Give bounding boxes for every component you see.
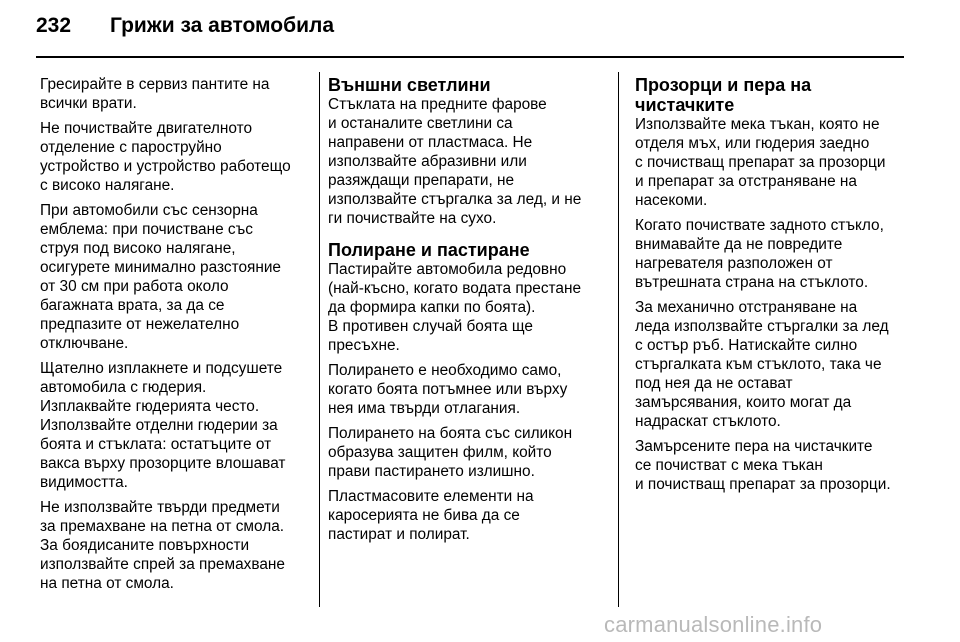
page-header bbox=[0, 0, 960, 60]
paragraph-sensor-emblem: При автомобили със сензорна емблема: при почистване със струя под високо налягане, осигурете минимално разстояние от 30 см при работа около багажната врата, за да се предпазите от нежелателно отключване. bbox=[40, 202, 281, 352]
paragraph-engine-compartment: Не почиствайте двигателното отделение с пароструйно устройство и устройство работещо с високо налягане. bbox=[40, 120, 291, 194]
column-2 bbox=[328, 75, 603, 550]
column-3 bbox=[635, 75, 910, 500]
column-1 bbox=[40, 75, 302, 599]
column-divider-2 bbox=[618, 72, 619, 607]
paragraph-ice-scraper: За механично отстраняване на леда използвайте стъргалки за лед с остър ръб. Натискайте силно стъргалката към стъклото, така че под нея да не остават замърсявания, които могат да надраскат стъклото. bbox=[635, 299, 889, 430]
paragraph-window-cloth: Използвайте мека тъкан, която не отделя мъх, или гюдерия заедно с почистващ препарат за прозорци и препарат за отстраняване на насекоми. bbox=[635, 116, 886, 209]
paragraph-wiper-blades: Замърсените пера на чистачките се почистват с мека тъкан и почистващ препарат за прозорци. bbox=[635, 438, 891, 493]
paragraph-rinse-and-dry: Щателно изплакнете и подсушете автомобила с гюдерия. Изплаквайте гюдерията често. Използвайте отделни гюдерии за боята и стъклата: остатъците от вакса върху прозорците влошават видимостта. bbox=[40, 360, 286, 491]
section-title: Грижи за автомобила bbox=[110, 14, 335, 37]
paragraph-door-hinges: Гресирайте в сервиз пантите на всички врати. bbox=[40, 76, 270, 112]
heading-polishing-waxing: Полиране и пастиране bbox=[328, 240, 530, 260]
paragraph-tar-spots: Не използвайте твърди предмети за премахване на петна от смола. За боядисаните повърхности използвайте спрей за премахване на петна от смола. bbox=[40, 499, 285, 592]
column-divider-1 bbox=[319, 72, 320, 607]
paragraph-plastic-parts: Пластмасовите елементи на каросерията не бива да се пастират и полират. bbox=[328, 488, 534, 543]
page-number: 232 bbox=[36, 14, 72, 37]
paragraph-exterior-lights: Стъклата на предните фарове и останалите светлини са направени от пластмаса. Не използвайте абразивни или разяждащи препарати, не използвайте стъргалка за лед, и не ги почиствайте на сухо. bbox=[328, 96, 582, 227]
paragraph-rear-window: Когато почиствате задното стъкло, внимавайте да не повредите нагревателя разположен от вътрешната страна на стъклото. bbox=[635, 217, 884, 291]
heading-exterior-lights: Външни светлини bbox=[328, 75, 491, 95]
watermark-text: carmanualsonline.info bbox=[604, 612, 823, 637]
paragraph-polishing-needed: Полирането е необходимо само, когато боята потъмнее или върху нея има твърди отлагания. bbox=[328, 362, 568, 417]
header-rule bbox=[36, 56, 904, 58]
heading-windows-wipers: Прозорци и пера на чистачките bbox=[635, 75, 812, 115]
paragraph-silicone-polish: Полирането на боята със силикон образува защитен филм, който прави пастирането излишно. bbox=[328, 425, 573, 480]
paragraph-waxing: Пастирайте автомобила редовно (най-късно, когато водата престане да формира капки по боята). В противен случай боята ще пресъхне. bbox=[328, 261, 582, 354]
